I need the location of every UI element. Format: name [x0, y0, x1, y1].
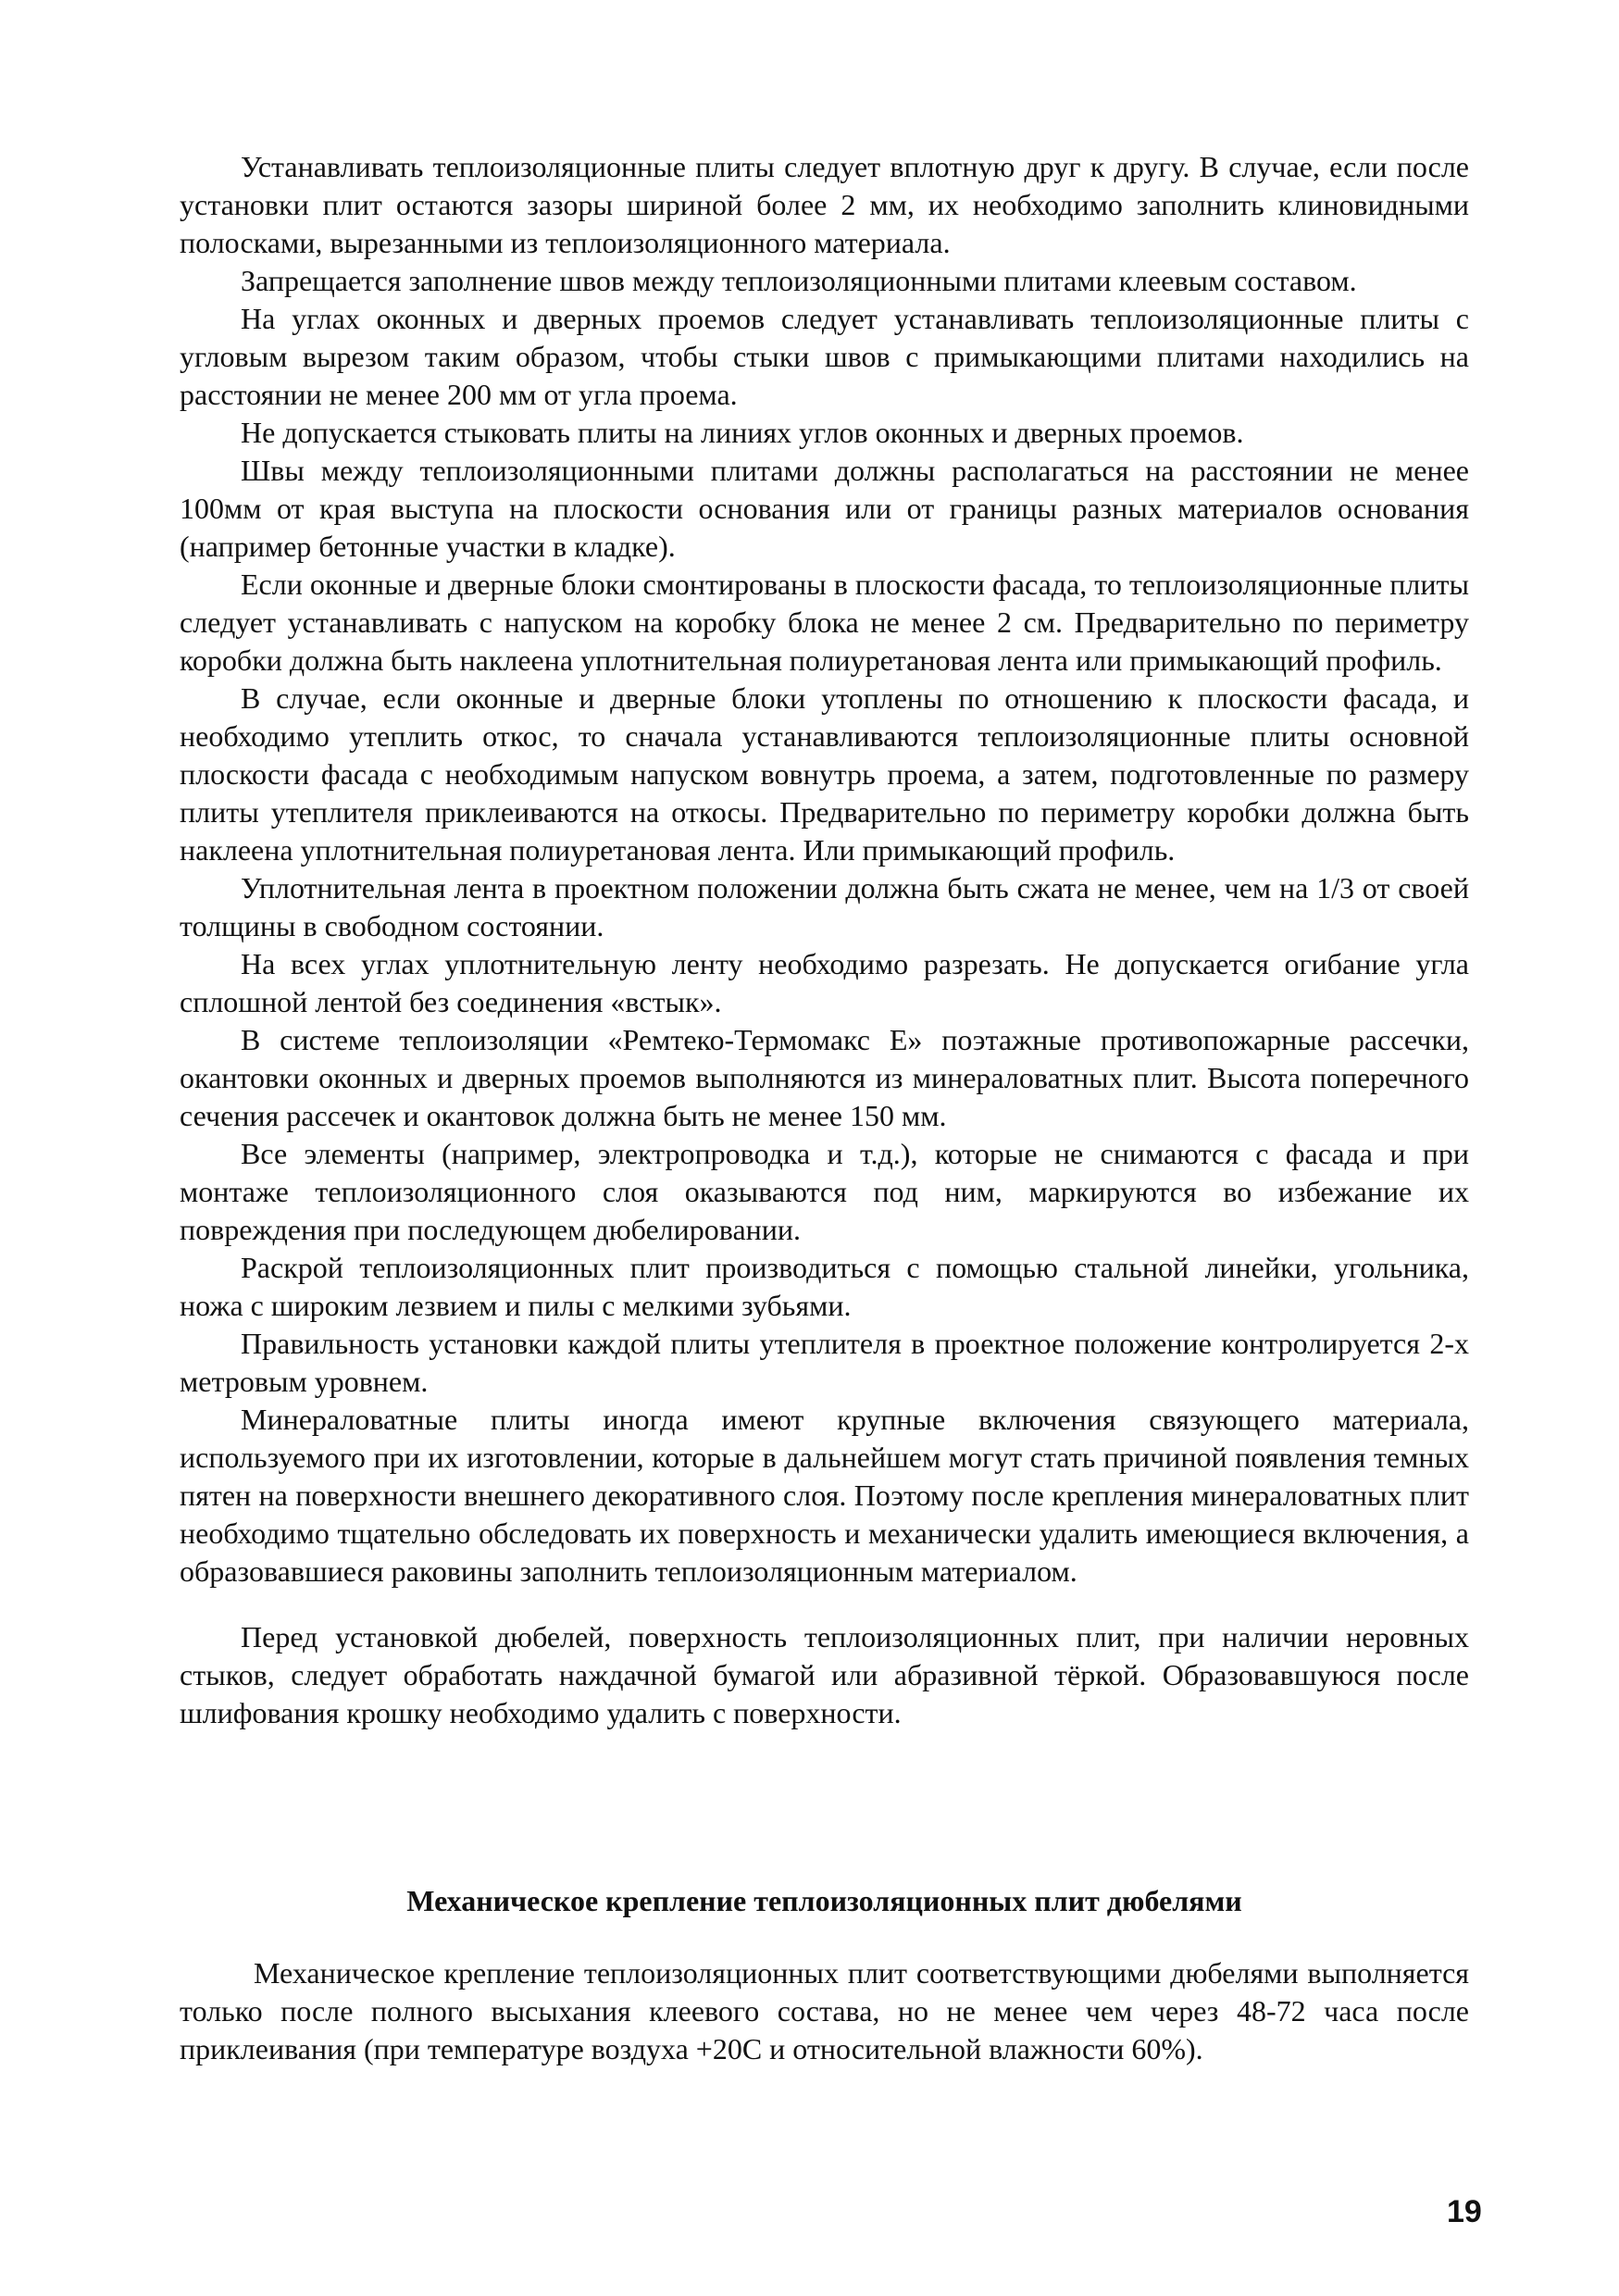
paragraph: Правильность установки каждой плиты утеплителя в проектное положение контролируется 2-х метровым уровнем. [180, 1327, 1469, 1398]
page-number: 19 [1447, 2194, 1482, 2229]
paragraph: Минераловатные плиты иногда имеют крупные включения связующего материала, используемого при их изготовлении, которые в дальнейшем могут стать причиной появления темных пятен на поверхности внешнего декоративного слоя. Поэтому после крепления минераловатных плит необходимо тщательно обследовать их поверхность и механически удалить имеющиеся включения, а образовавшиеся раковины заполнить теплоизоляционным материалом. [180, 1403, 1469, 1588]
paragraph: На углах оконных и дверных проемов следует устанавливать теплоизоляционные плиты с угловым вырезом таким образом, чтобы стыки швов с примыкающими плитами находились на расстоянии не менее 200 мм от угла проема. [180, 302, 1469, 411]
body-text [180, 148, 1469, 1732]
paragraph: Все элементы (например, электропроводка и т.д.), которые не снимаются с фасада и при монтаже теплоизоляционного слоя оказываются под ним, маркируются во избежание их повреждения при последующем дюбелировании. [180, 1137, 1469, 1246]
paragraph: Уплотнительная лента в проектном положении должна быть сжата не менее, чем на 1/3 от своей толщины в свободном состоянии. [180, 871, 1469, 942]
paragraph: Устанавливать теплоизоляционные плиты следует вплотную друг к другу. В случае, если после установки плит остаются зазоры шириной более 2 мм, их необходимо заполнить клиновидными полосками, вырезанными из теплоизоляционного материала. [180, 150, 1469, 259]
section-text [180, 1954, 1469, 2068]
paragraph: Если оконные и дверные блоки смонтированы в плоскости фасада, то теплоизоляционные плиты следует устанавливать с напуском на коробку блока не менее 2 см. Предварительно по периметру коробки должна быть наклеена уплотнительная полиуретановая лента или примыкающий профиль. [180, 568, 1469, 677]
paragraph: На всех углах уплотнительную ленту необходимо разрезать. Не допускается огибание угла сплошной лентой без соединения «встык». [180, 947, 1469, 1018]
paragraph: Перед установкой дюбелей, поверхность теплоизоляционных плит, при наличии неровных стыков, следует обработать наждачной бумагой или абразивной тёркой. Образовавшуюся после шлифования крошку необходимо удалить с поверхности. [180, 1620, 1469, 1729]
section-paragraph: Механическое крепление теплоизоляционных плит соответствующими дюбелями выполняется только после полного высыхания клеевого состава, но не менее чем через 48-72 часа после приклеивания (при температуре воздуха +20С и относительной влажности 60%). [180, 1956, 1469, 2065]
paragraph: В случае, если оконные и дверные блоки утоплены по отношению к плоскости фасада, и необходимо утеплить откос, то сначала устанавливаются теплоизоляционные плиты основной плоскости фасада с необходимым напуском вовнутрь проема, а затем, подготовленные по размеру плиты утеплителя приклеиваются на откосы. Предварительно по периметру коробки должна быть наклеена уплотнительная полиуретановая лента. Или примыкающий профиль. [180, 681, 1469, 867]
paragraph: Раскрой теплоизоляционных плит производиться с помощью стальной линейки, угольника, ножа с широким лезвием и пилы с мелкими зубьями. [180, 1251, 1469, 1322]
paragraph: Не допускается стыковать плиты на линиях углов оконных и дверных проемов. [241, 416, 1244, 449]
paragraph: В системе теплоизоляции «Ремтеко-Термомакс Е» поэтажные противопожарные рассечки, окантовки оконных и дверных проемов выполняются из минераловатных плит. Высота поперечного сечения рассечек и окантовок должна быть не менее 150 мм. [180, 1023, 1469, 1132]
paragraph: Швы между теплоизоляционными плитами должны располагаться на расстоянии не менее 100мм от края выступа на плоскости основания или от границы разных материалов основания (например бетонные участки в кладке). [180, 454, 1469, 563]
paragraph: Запрещается заполнение швов между теплоизоляционными плитами клеевым составом. [241, 264, 1357, 297]
section-heading: Механическое крепление теплоизоляционных плит дюбелями [406, 1884, 1242, 1917]
